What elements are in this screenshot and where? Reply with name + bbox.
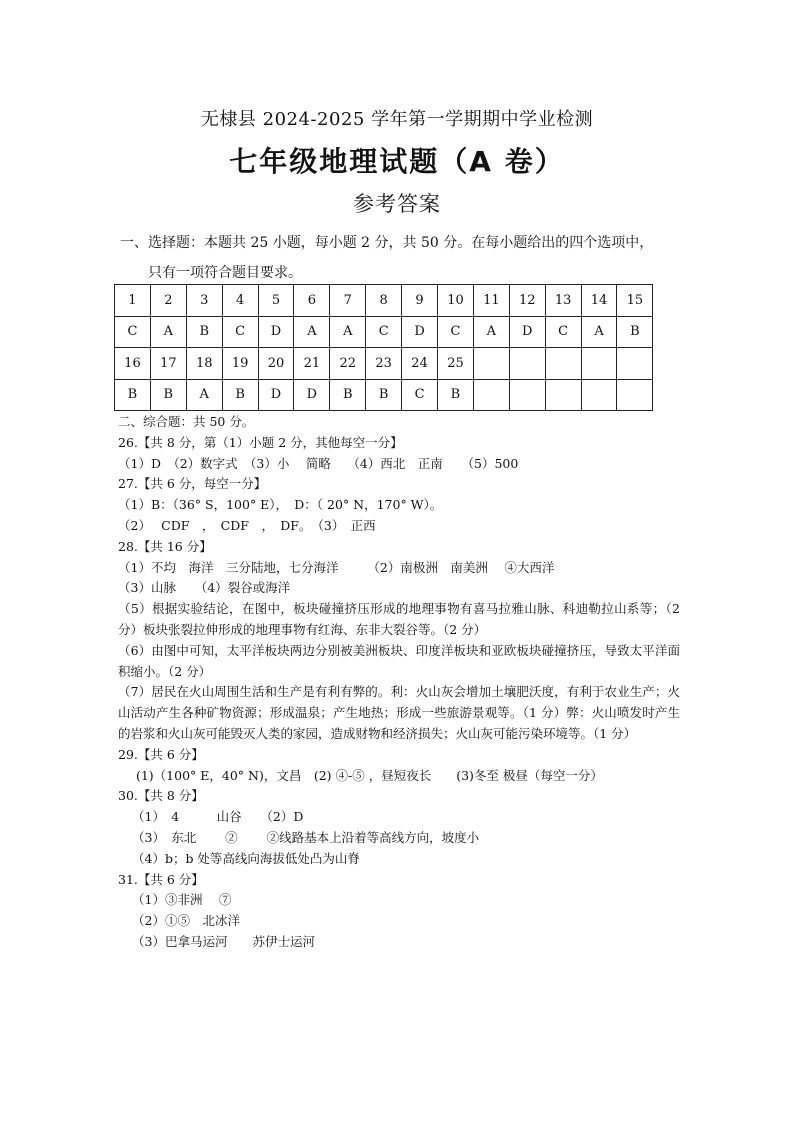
- q31-answer-2: （2）①⑤ 北冰洋: [132, 913, 240, 929]
- answer-cell: C: [545, 316, 581, 348]
- question-number-cell: 18: [186, 348, 222, 380]
- question-number-cell: 11: [473, 285, 509, 317]
- exam-header-school-term: 无棣县 2024-2025 学年第一学期期中学业检测: [200, 109, 594, 130]
- exam-title: 七年级地理试题（A 卷）: [229, 145, 565, 178]
- q29-header: 29.【共 6 分】: [118, 746, 204, 762]
- answer-cell: A: [294, 316, 330, 348]
- q30-header: 30.【共 8 分】: [118, 788, 204, 804]
- q28-answer-6: （6）由图中可知，太平洋板块两边分别被美洲板块、印度洋板块和亚欧板块碰撞挤压，导致太平洋面积缩小。（2 分）: [118, 642, 680, 679]
- q27-answer-1: （1）B：（36° S，100° E）， D：（ 20° N，170° W）。: [118, 497, 443, 513]
- question-number-cell: 24: [402, 348, 438, 380]
- q31-answer-1: （1）③非洲 ⑦: [132, 892, 232, 908]
- question-number-cell: 6: [294, 285, 330, 317]
- answer-key-title: 参考答案: [353, 192, 441, 216]
- q30-answer-1-2: （1） 4 山谷 （2）D: [132, 809, 304, 825]
- question-number-cell: 12: [509, 285, 545, 317]
- question-number-cell: 25: [438, 348, 474, 380]
- q28-answer-3-4: （3）山脉 （4）裂谷或海洋: [118, 580, 291, 596]
- answer-cell: [617, 379, 653, 411]
- question-number-cell: 21: [294, 348, 330, 380]
- answer-cell: B: [330, 379, 366, 411]
- answer-cell: A: [150, 316, 186, 348]
- question-number-cell: 9: [402, 285, 438, 317]
- question-number-cell: 4: [222, 285, 258, 317]
- question-number-cell: [545, 348, 581, 380]
- question-number-cell: 19: [222, 348, 258, 380]
- question-number-cell: 22: [330, 348, 366, 380]
- question-number-cell: [509, 348, 545, 380]
- question-number-cell: 17: [150, 348, 186, 380]
- q31-answer-3: （3）巴拿马运河 苏伊士运河: [132, 933, 315, 949]
- answer-cell: B: [150, 379, 186, 411]
- question-number-cell: [473, 348, 509, 380]
- answer-cell: [545, 379, 581, 411]
- question-number-cell: 7: [330, 285, 366, 317]
- answer-cell: C: [438, 316, 474, 348]
- answer-cell: D: [402, 316, 438, 348]
- answer-cell: [473, 379, 509, 411]
- answer-cell: B: [115, 379, 151, 411]
- answer-cell: [581, 379, 617, 411]
- q31-header: 31.【共 6 分】: [118, 871, 204, 887]
- question-number-cell: 14: [581, 285, 617, 317]
- question-number-row: [115, 285, 653, 317]
- question-number-cell: 8: [366, 285, 402, 317]
- answer-cell: C: [222, 316, 258, 348]
- q27-answer-2-3: （2） CDF ， CDF ， DF。 （3） 正西: [118, 517, 376, 533]
- answer-cell: [509, 379, 545, 411]
- multiple-choice-answer-table: [114, 284, 653, 411]
- section-1-instructions: [120, 228, 690, 288]
- question-number-cell: 2: [150, 285, 186, 317]
- question-number-cell: 3: [186, 285, 222, 317]
- question-number-cell: [617, 348, 653, 380]
- question-number-cell: 1: [115, 285, 151, 317]
- q26-answers: （1）D （2）数字式 （3）小 简略 （4）西北 正南 （5）500: [118, 455, 519, 471]
- answer-cell: C: [366, 316, 402, 348]
- answer-cell: A: [186, 379, 222, 411]
- answer-cell: B: [438, 379, 474, 411]
- section-1-line-1: 一、选择题：本题共 25 小题，每小题 2 分，共 50 分。在每小题给出的四个选项中，: [120, 235, 654, 251]
- section-1-line-2: 只有一项符合题目要求。: [148, 265, 302, 281]
- answer-cell: D: [258, 316, 294, 348]
- answer-row: [115, 379, 653, 411]
- question-number-cell: 16: [115, 348, 151, 380]
- answer-cell: A: [581, 316, 617, 348]
- section-2-answers: [118, 412, 680, 953]
- answer-cell: B: [366, 379, 402, 411]
- q28-answer-7: （7）居民在火山周围生活和生产是有利有弊的。利：火山灰会增加土壤肥沃度，有利于农业生产；火山活动产生各种矿物资源；形成温泉；产生地热；形成一些旅游景观等。（1 分）弊：火山喷发时产生的岩浆和火山灰可能毁灭人类的家园，造成财物和经济损失；火山灰可能污染环境等。（1 分）: [118, 684, 680, 741]
- answer-cell: A: [473, 316, 509, 348]
- q28-header: 28.【共 16 分】: [118, 538, 212, 554]
- question-number-cell: 20: [258, 348, 294, 380]
- question-number-cell: [581, 348, 617, 380]
- answer-row: [115, 316, 653, 348]
- section-2-heading: 二、综合题：共 50 分。: [118, 414, 255, 429]
- q27-header: 27.【共 6 分，每空一分】: [118, 476, 267, 492]
- answer-cell: D: [294, 379, 330, 411]
- q28-answer-1-2: （1）不均 海洋 三分陆地，七分海洋 （2）南极洲 南美洲 ④大西洋: [118, 559, 555, 575]
- q30-answer-4: （4）b；b 处等高线向海拔低处凸为山脊: [132, 850, 360, 866]
- answer-cell: B: [222, 379, 258, 411]
- answer-cell: D: [509, 316, 545, 348]
- q29-answers: (1)（100° E，40° N)，文昌 (2) ④-⑤ ，昼短夜长 (3)冬至 极昼（每空一分）: [132, 767, 603, 783]
- answer-cell: A: [330, 316, 366, 348]
- q26-header: 26.【共 8 分，第（1）小题 2 分，其他每空一分】: [118, 434, 403, 450]
- answer-cell: D: [258, 379, 294, 411]
- answer-cell: B: [617, 316, 653, 348]
- question-number-cell: 5: [258, 285, 294, 317]
- question-number-cell: 23: [366, 348, 402, 380]
- question-number-cell: 13: [545, 285, 581, 317]
- q30-answer-3: （3） 东北 ② ②线路基本上沿着等高线方向，坡度小: [132, 829, 480, 845]
- answer-cell: C: [115, 316, 151, 348]
- answer-cell: B: [186, 316, 222, 348]
- question-number-cell: 15: [617, 285, 653, 317]
- question-number-cell: 10: [438, 285, 474, 317]
- q28-answer-5: （5）根据实验结论，在图中，板块碰撞挤压形成的地理事物有喜马拉雅山脉、科迪勒拉山系等；（2 分）板块张裂拉伸形成的地理事物有红海、东非大裂谷等。（2 分）: [118, 601, 680, 637]
- question-number-row: [115, 348, 653, 380]
- answer-cell: C: [402, 379, 438, 411]
